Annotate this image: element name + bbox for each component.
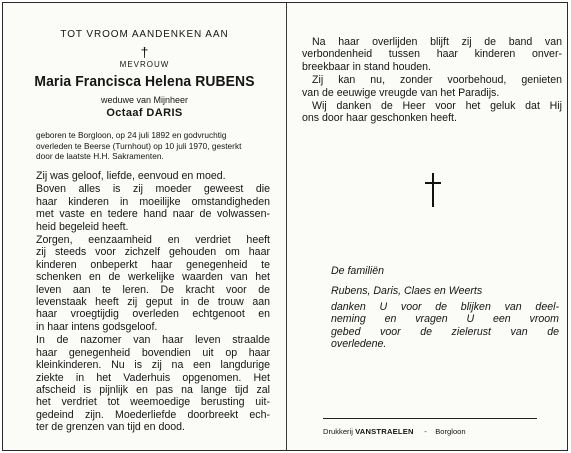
deceased-name: Maria Francisca Helena RUBENS [34, 74, 255, 90]
text-line: haar vroegtijdig overleden echtgenoot en [36, 308, 270, 321]
text-line: overledene. [331, 338, 387, 351]
thanks-text [331, 301, 559, 351]
eulogy-paragraph [36, 334, 270, 433]
heading: TOT VROOM AANDENKEN AAN [60, 29, 229, 40]
mevrouw-label: MEVROUW [119, 60, 170, 69]
text-line: zij steeds voor zichzelf gehouden om haar [36, 246, 270, 259]
text-line: schenken en de werkelijke waarden van het [36, 271, 270, 284]
text-line: haar genegenheid bovendien uit op haar [36, 346, 270, 359]
text-line: haar kinderen in moeilijke omstandigheden [36, 195, 270, 208]
eulogy-paragraph [36, 170, 270, 182]
text-line: ziekte in het Vaderhuis opgenomen. Het [36, 371, 270, 384]
text-line: Wij danken de Heer voor het geluk dat Hij [312, 100, 562, 113]
text-line: heid begeleid heeft. [36, 220, 129, 233]
eulogy-paragraph [36, 183, 270, 233]
birth-line: geboren te Borgloon, op 24 juli 1892 en godvruchtig [36, 130, 227, 140]
printer-city: Borgloon [435, 427, 466, 436]
family-heading: De familiën [331, 265, 384, 277]
husband-name: Octaaf DARIS [106, 107, 183, 119]
eulogy-paragraph [36, 234, 270, 333]
printer-divider [323, 418, 537, 419]
text-line: kleinkinderen. Nu is zij na een langdurige [36, 359, 270, 372]
text-line: danken U voor de blijken van deel- [331, 301, 559, 313]
text-line: met vaste en tedere hand naar de volwassen- [36, 208, 270, 221]
text-line: gedeind zijn. Moederliefde doorbreekt ech- [36, 408, 270, 421]
text-line: leven aan te leren. De kracht voor de [36, 283, 270, 296]
text-line: kinderen onbeperkt haar genegenheid te [36, 258, 270, 271]
printer-name: VANSTRAELEN [355, 427, 414, 436]
closing-paragraph [302, 100, 562, 125]
text-line: van de eeuwige vreugde van het Paradijs. [302, 86, 500, 99]
closing-paragraph [302, 74, 562, 99]
closing-paragraph [302, 36, 562, 73]
text-line: in haar intens godsgeloof. [36, 320, 158, 333]
widow-of-label: weduwe van Mijnheer [100, 95, 189, 105]
printer-label: Drukkerij [323, 427, 353, 436]
text-line: ter de grenzen van tijd en dood. [36, 421, 186, 434]
printer-credit [323, 427, 543, 436]
small-cross-icon: † [140, 44, 149, 60]
text-line: Boven alles is zij moeder geweest die [36, 183, 270, 196]
birth-line: door de laatste H.H. Sakramenten. [36, 151, 164, 162]
closing-text [302, 36, 562, 126]
birth-line: overleden te Beerse (Turnhout) op 10 juli 1970, gesterkt [36, 140, 242, 151]
text-line: neming en vragen U een vroom [331, 313, 559, 326]
text-line: verbondenheid tussen haar kinderen onver- [302, 48, 562, 61]
text-line: ons door haar geschonken heeft. [302, 112, 457, 125]
printer-separator: - [424, 427, 427, 436]
text-line: afscheid is pijnlijk en pas na lange tijd zal [36, 383, 270, 396]
right-panel [287, 3, 569, 450]
text-line: breekbaar in stand houden. [302, 60, 431, 73]
text-line: Zorgen, eenzaamheid en verdriet heeft [36, 234, 270, 247]
eulogy-text [36, 170, 270, 435]
text-line: In de nazomer van haar leven straalde [36, 334, 270, 347]
memorial-card [2, 2, 568, 451]
birth-death-details [36, 130, 276, 162]
text-line: het verdriet tot weemoedige berusting uit- [36, 396, 270, 409]
family-names: Rubens, Daris, Claes en Weerts [331, 285, 483, 297]
text-line: gebed voor de zielerust van de [331, 325, 559, 338]
text-line: Zij kan nu, zonder voorbehoud, genieten [312, 74, 562, 87]
text-line: Na haar overlijden blijft zij de band van [312, 36, 562, 48]
text-line: Zij was geloof, liefde, eenvoud en moed. [36, 170, 226, 182]
left-panel [3, 3, 286, 450]
text-line: levenstaak heeft zij geput in de trouw aan [36, 296, 270, 309]
